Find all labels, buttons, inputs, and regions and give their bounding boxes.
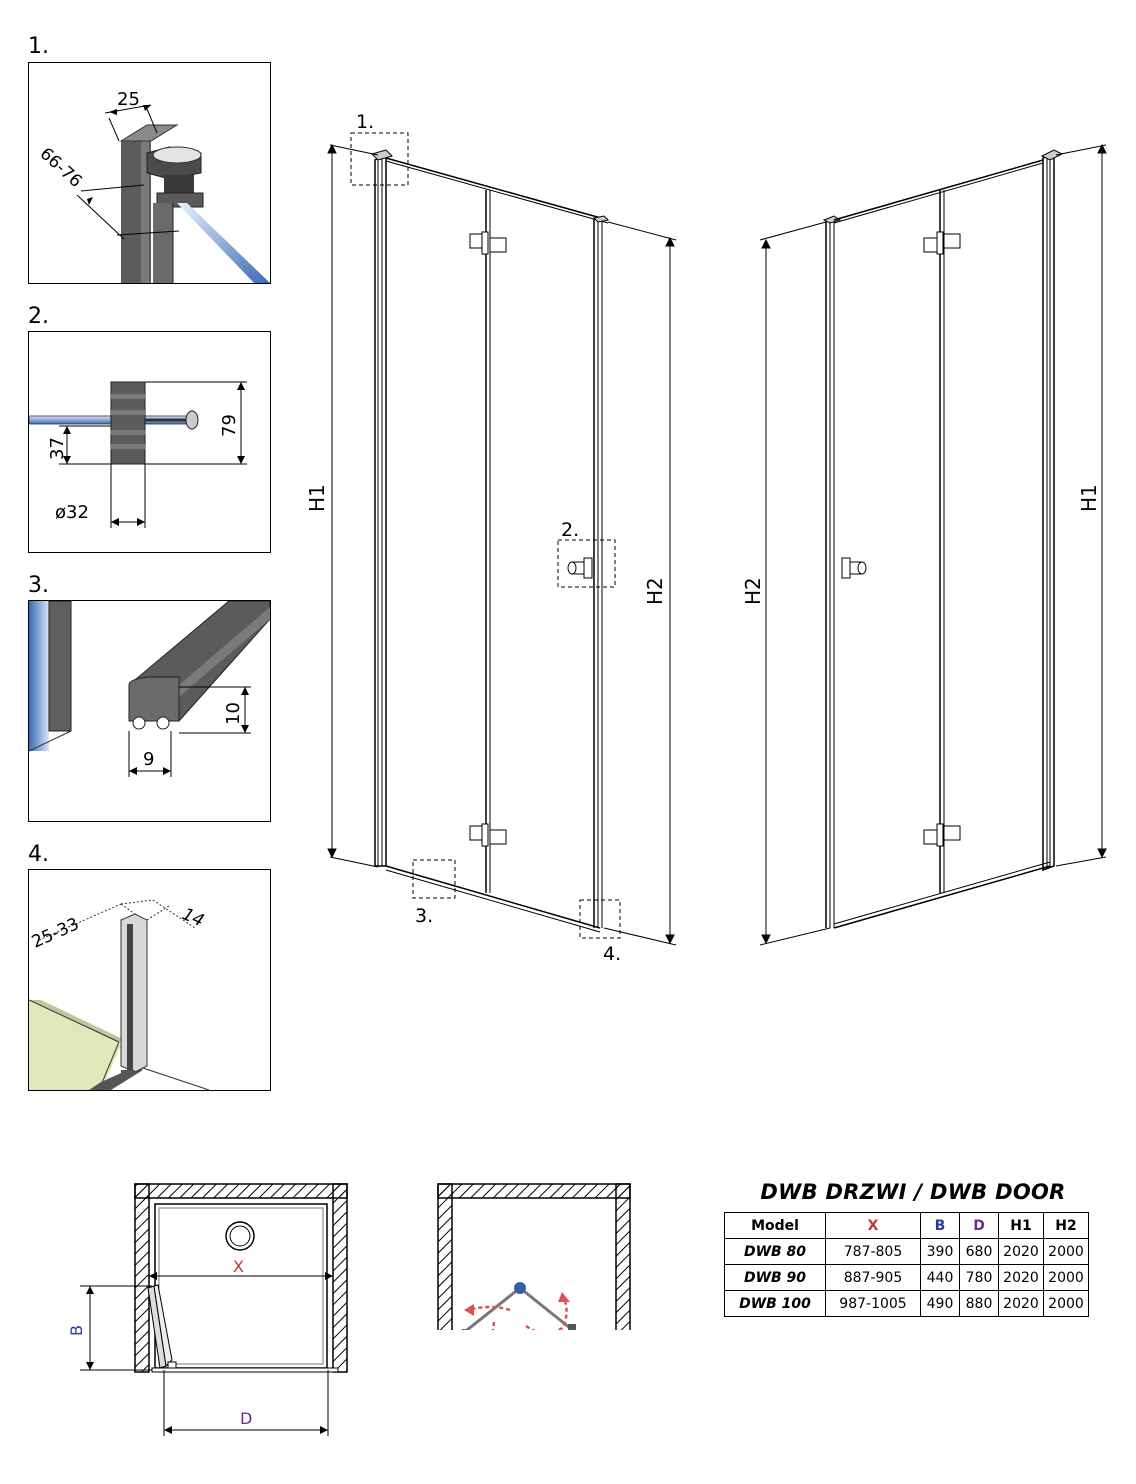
cell-d: 880 — [960, 1291, 999, 1317]
front-callout-1: 1. — [356, 111, 375, 133]
swing-diagram — [430, 1170, 640, 1330]
plan-b-label: B — [67, 1325, 86, 1336]
detail-1-dim-25: 25 — [117, 89, 140, 110]
table-row — [725, 1291, 1089, 1317]
front-callout-4: 4. — [603, 943, 622, 965]
back-view — [760, 145, 1106, 945]
cell-h1: 2020 — [999, 1265, 1044, 1291]
cell-h1: 2020 — [999, 1291, 1044, 1317]
cell-d: 680 — [960, 1239, 999, 1265]
cell-b: 490 — [921, 1291, 960, 1317]
header-b: B — [921, 1213, 960, 1239]
plan-view-drawing — [60, 1170, 360, 1470]
front-callout-3: 3. — [415, 905, 434, 927]
front-h1-label: H1 — [305, 484, 329, 512]
table-row — [725, 1265, 1089, 1291]
header-d: D — [960, 1213, 999, 1239]
header-h2: H2 — [1044, 1213, 1089, 1239]
cell-h2: 2000 — [1044, 1265, 1089, 1291]
back-h2-label: H2 — [741, 577, 765, 605]
cell-x: 887-905 — [826, 1265, 921, 1291]
detail-3-number: 3. — [28, 573, 49, 598]
detail-2-dim-79: 79 — [219, 414, 240, 437]
cell-model: DWB 80 — [725, 1239, 826, 1265]
back-h1-label: H1 — [1077, 484, 1101, 512]
detail-2-number: 2. — [28, 304, 49, 329]
detail-3-dim-10: 10 — [223, 702, 244, 725]
header-h1: H1 — [999, 1213, 1044, 1239]
table-title: DWB DRZWI / DWB DOOR — [760, 1180, 1066, 1204]
detail-4-dim-14: 14 — [178, 904, 207, 932]
header-x: X — [826, 1213, 921, 1239]
plan-d-label: D — [240, 1409, 253, 1428]
cell-b: 390 — [921, 1239, 960, 1265]
cell-h2: 2000 — [1044, 1239, 1089, 1265]
front-callout-2: 2. — [561, 519, 580, 541]
plan-x-label: X — [233, 1257, 244, 1276]
cell-model: DWB 100 — [725, 1291, 826, 1317]
detail-3-dim-9: 9 — [143, 749, 155, 770]
spec-table — [724, 1212, 1089, 1317]
cell-x: 787-805 — [826, 1239, 921, 1265]
front-view — [328, 133, 676, 945]
cell-model: DWB 90 — [725, 1265, 826, 1291]
detail-4-number: 4. — [28, 842, 49, 867]
detail-1-dim-66-76: 66-76 — [35, 143, 86, 192]
table-header-row — [725, 1213, 1089, 1239]
detail-4-dim-25-33: 25-33 — [29, 914, 83, 953]
cell-d: 780 — [960, 1265, 999, 1291]
front-h2-label: H2 — [643, 577, 667, 605]
header-model: Model — [725, 1213, 826, 1239]
cell-h2: 2000 — [1044, 1291, 1089, 1317]
detail-1-number: 1. — [28, 34, 49, 59]
table-row — [725, 1239, 1089, 1265]
cell-b: 440 — [921, 1265, 960, 1291]
cell-h1: 2020 — [999, 1239, 1044, 1265]
detail-2-dim-32: ø32 — [55, 502, 89, 523]
cell-x: 987-1005 — [826, 1291, 921, 1317]
detail-2-dim-37: 37 — [47, 437, 68, 460]
